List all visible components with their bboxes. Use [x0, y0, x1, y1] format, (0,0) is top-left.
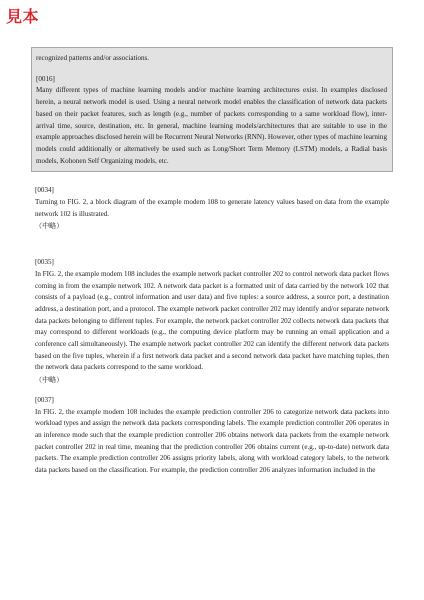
sample-stamp: 見本 [6, 7, 40, 26]
paragraph-tag-0016: [0016] [36, 74, 55, 83]
paragraph-0035: In FIG. 2, the example modem 108 includes the example network packet controller 202 to control network data packet flows coming in from the example network 102. A network data packet is a formatted unit of data carried by the network 102 that consists of a payload (e.g., control information and user data) and five tuples: a source address, a source port, a destination address, a destination port, and a protocol. The example network packet controller 202 may identify and/or separate network data packets belonging to different tuples. For example, the network packet controller 202 collects network data packets that may correspond to different workloads (e.g., the computing device platform may be running an email application and a conference call simultaneously). The example network packet controller 202 can identify the different network data packets based on the five tuples, wherein if a first network data packet and a second network data packet have matching tuples, then the network data packets correspond to the same workload. [35, 269, 389, 372]
highlighted-excerpt [31, 47, 393, 172]
paragraph-tag-0034: [0034] [35, 186, 54, 195]
section-0035 [35, 257, 389, 386]
paragraph-0037: In FIG. 2, the example modem 108 includes the example prediction controller 206 to categorize network data packets into workload types and assign the network data packets corresponding labels. The example prediction controller 206 operates in an inference mode such that the example prediction controller 206 obtains network data packets from the example network packet controller 202 in real time, meaning that the prediction controller 206 obtains current (e.g., up-to-date) network data packets. The example prediction controller 206 assigns priority labels, along with workload category labels, to the network data packets based on the classification. For example, the prediction controller 206 analyzes information included in the [35, 407, 389, 475]
section-0034 [35, 185, 389, 232]
excerpt-lead: recognized patterns and/or associations. [36, 54, 150, 62]
paragraph-0034: Turning to FIG. 2, a block diagram of the example modem 108 to generate latency values based on data from the example network 102 is illustrated. [35, 198, 389, 218]
paragraph-tag-0035: [0035] [35, 258, 54, 267]
document-page [35, 47, 389, 477]
omission-mark: （中略） [35, 375, 64, 385]
omission-mark: （中略） [35, 221, 64, 231]
paragraph-0016: Many different types of machine learning models and/or machine learning architectures exist. In examples disclosed herein, a neural network model is used. Using a neural network model enables the classification of network data packets based on their packet features, such as length (e.g., number of packets corresponding to a same workload flow), inter-arrival time, source, destination, etc. In general, machine learning models/architectures that are suitable to use in the example approaches disclosed herein will be Recurrent Neural Networks (RNN). However, other types of machine learning models could additionally or alternatively be used such as Long/Short Term Memory (LSTM) models, a Radial basis models, Kohonen Self Organizing models, etc. [36, 86, 387, 165]
section-0037 [35, 395, 389, 477]
paragraph-tag-0037: [0037] [35, 395, 54, 404]
